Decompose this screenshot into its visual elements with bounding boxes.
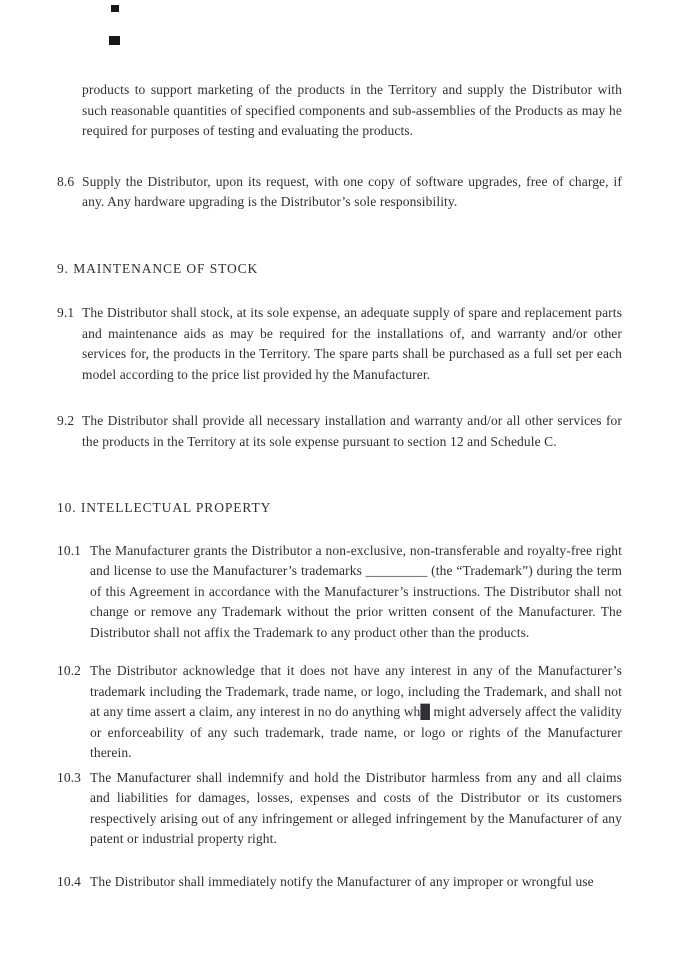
document-content (57, 80, 622, 892)
clause-9-2 (57, 411, 622, 452)
clause-number: 10.3 (57, 769, 82, 785)
scan-artifact-icon (109, 36, 120, 45)
clause-10-2 (57, 661, 622, 764)
clause-9-1 (57, 303, 622, 385)
clause-number: 9.1 (57, 305, 75, 320)
clause-text: Supply the Distributor, upon its request, with one copy of software upgrades, free of charge, if any. Any hardware upgrading is the Distributor’s sole responsibility. (82, 173, 622, 209)
clause-8-6 (57, 172, 622, 213)
clause-10-3 (57, 768, 622, 850)
clause-text: The Distributor shall stock, at its sole expense, an adequate supply of spare and replacement parts and maintenance aids as may be required for the installations of, and warranty and/or other services for, the products in the Territory. The spare parts shall be purchased as a full set per each model according to the price list provided hy the Manufacturer. (82, 305, 622, 382)
clause-text: The Manufacturer shall indemnify and hold the Distributor harmless from any and all claims and liabilities for damages, losses, expenses and costs of the Distributor or its customers respectively arising out of any infringement or alleged infringement by the Manufacturer of any patent or industrial property right. (90, 769, 622, 846)
scan-artifact-icon (111, 5, 119, 12)
clause-number: 8.6 (57, 173, 75, 189)
clause-10-1 (57, 541, 622, 644)
clause-text: The Distributor shall immediately notify the Manufacturer of any improper or wrongful use (90, 873, 594, 889)
section-heading-intellectual-property: 10. INTELLECTUAL PROPERTY (57, 500, 272, 515)
paragraph-continuation: products to support marketing of the products in the Territory and supply the Distributor with such reasonable quantities of specified components and sub-assemblies of the Products as may he required for purposes of testing and evaluating the products. (82, 82, 622, 138)
clause-number: 10.4 (57, 873, 82, 889)
clause-text: The Distributor acknowledge that it does not have any interest in any of the Manufacturer’s trademark including the Trademark, trade name, or logo, including the Trademark, and shall not at any time assert a claim, any interest in no do anything wh█ might adversely affect the validity or enforceability of any such trademark, trade name, or logo or rights of the Manufacturer therein. (90, 663, 622, 760)
section-heading-maintenance-of-stock: 9. MAINTENANCE OF STOCK (57, 260, 259, 276)
clause-number: 10.2 (57, 663, 82, 678)
clause-10-4 (57, 872, 622, 893)
clause-text: The Manufacturer grants the Distributor a non-exclusive, non-transferable and royalty-free right and license to use the Manufacturer’s trademarks _________ (the “Trademark”) during the term of this Agreement in accordance with the Manufacturer’s instructions. The Distributor shall not change or remove any Trademark without the prior written consent of the Manufacturer. The Distributor shall not affix the Trademark to any product other than the products. (90, 542, 622, 640)
clause-text: The Distributor shall provide all necessary installation and warranty and/or all other services for the products in the Territory at its sole expense pursuant to section 12 and Schedule C. (82, 413, 622, 449)
clause-number: 10.1 (57, 542, 82, 558)
clause-number: 9.2 (57, 413, 75, 428)
